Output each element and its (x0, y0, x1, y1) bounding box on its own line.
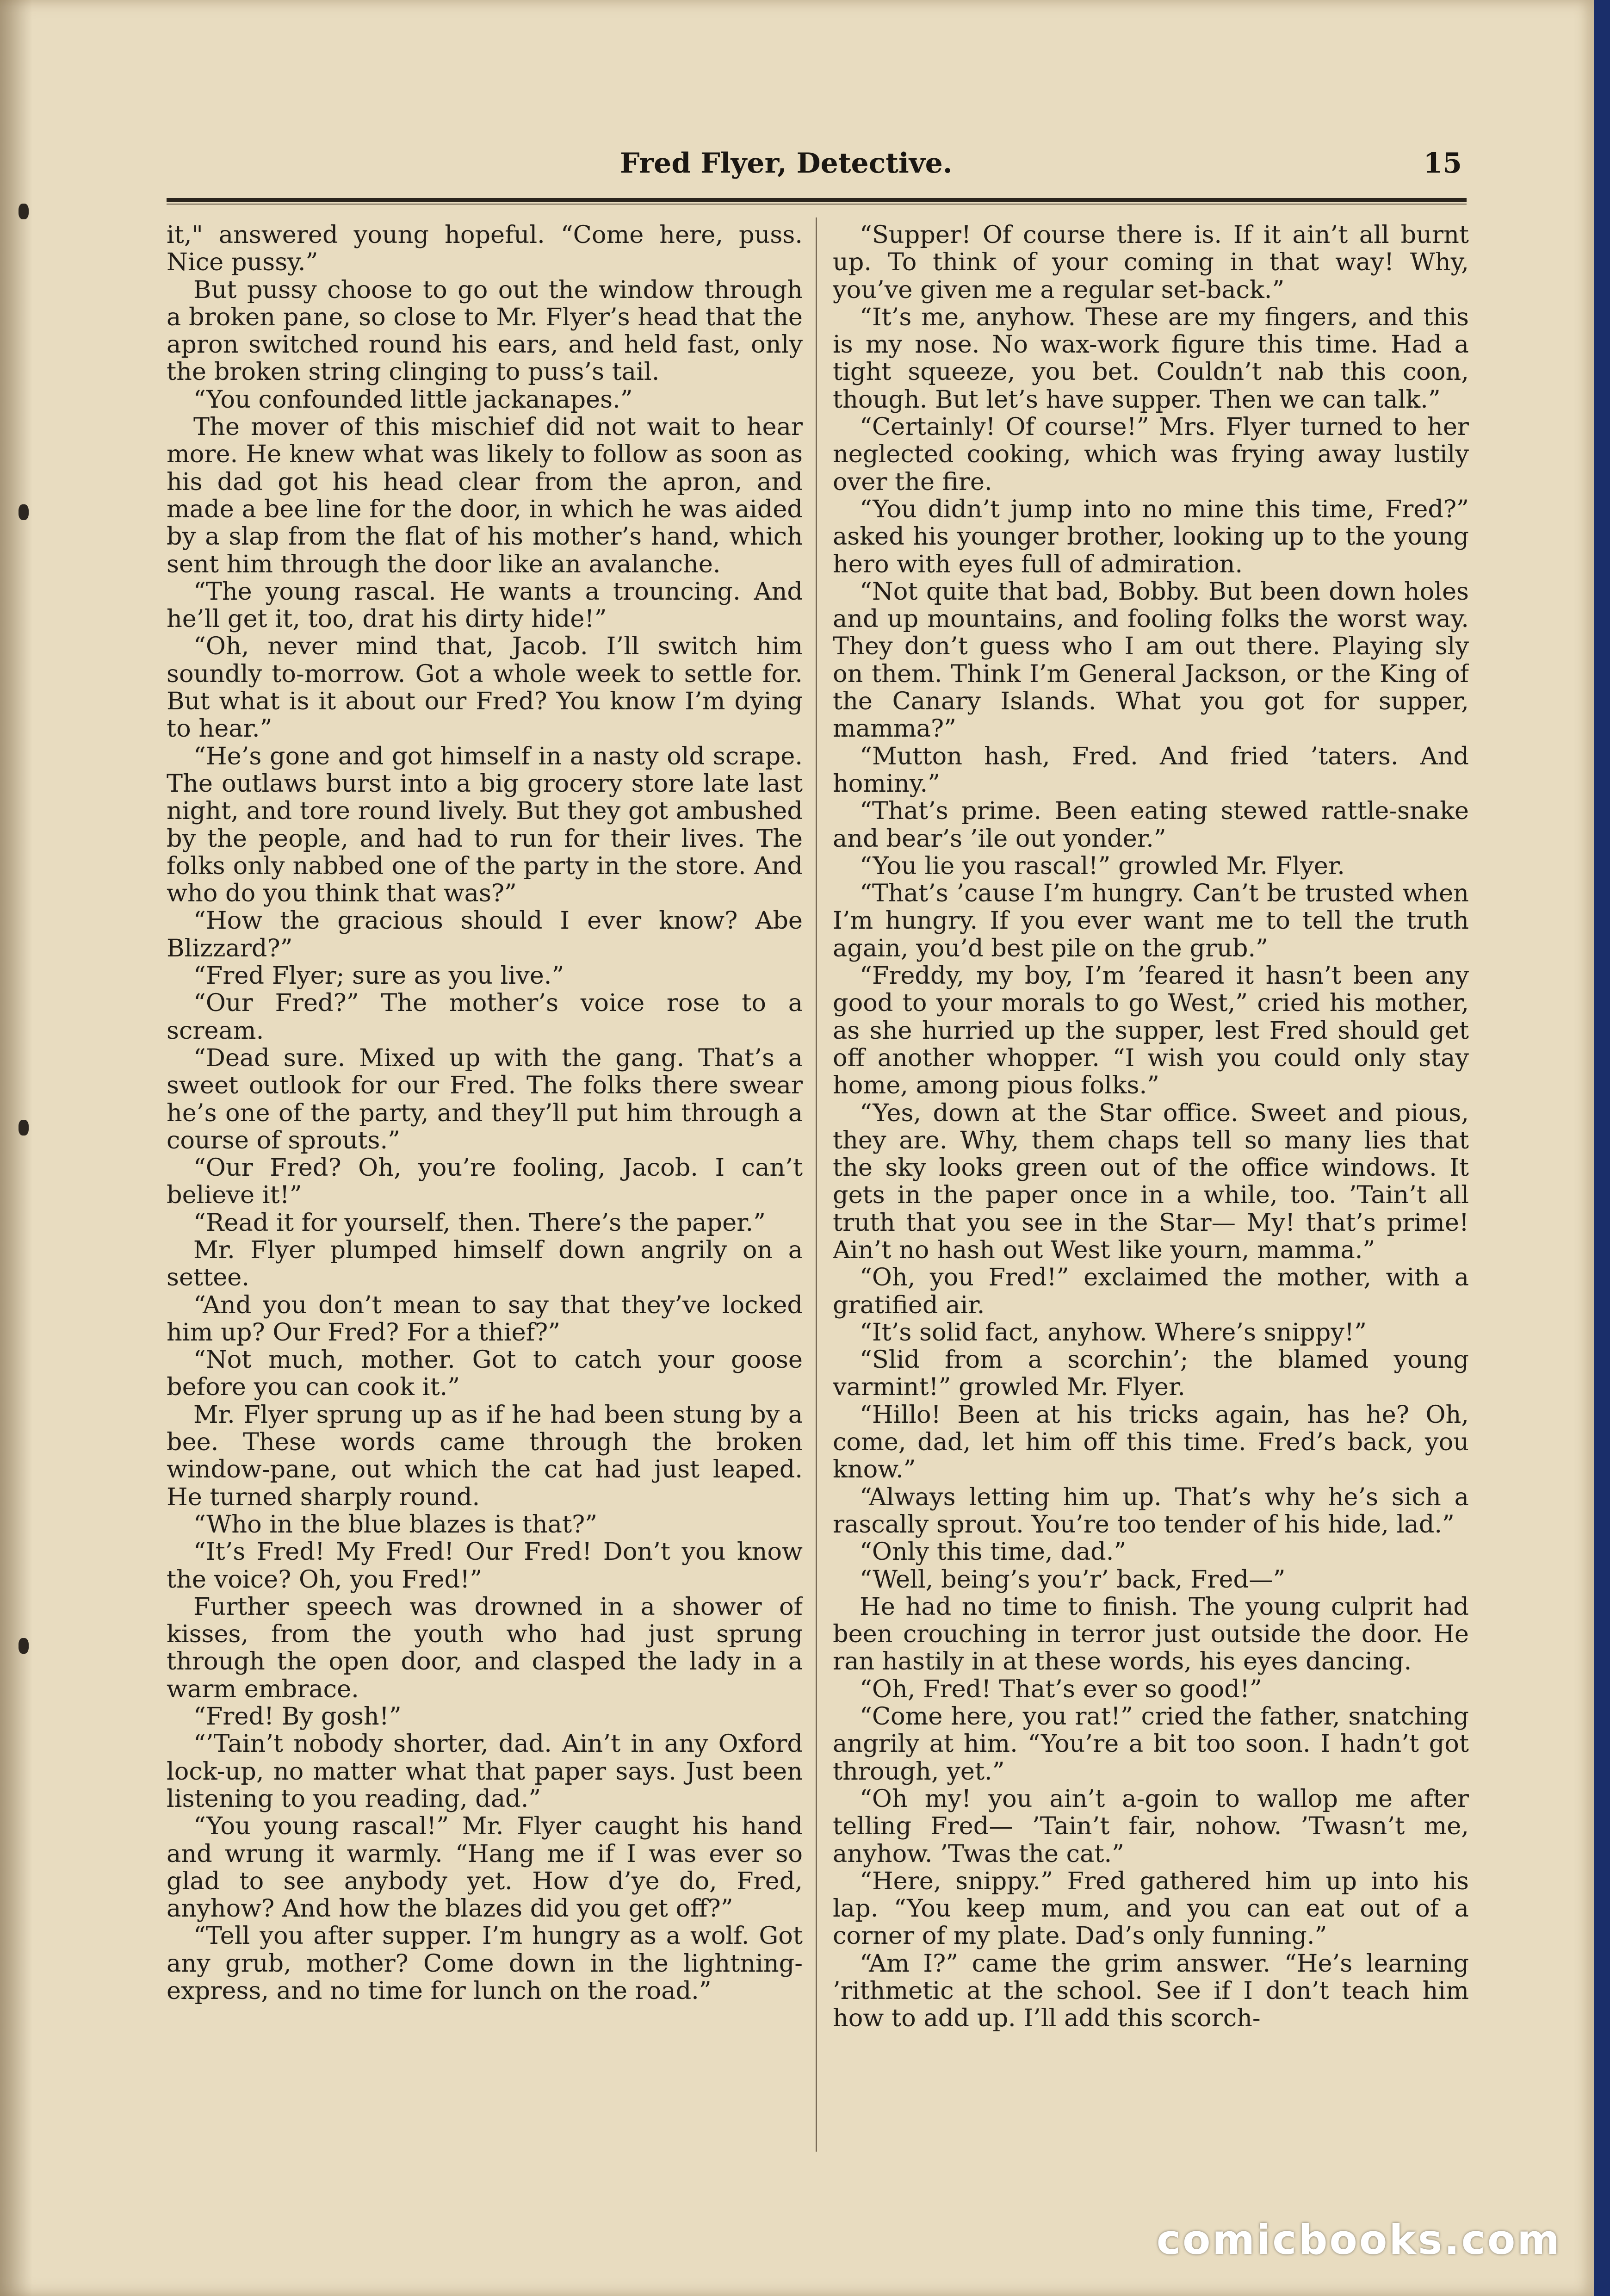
paragraph: “It’s Fred! My Fred! Our Fred! Don’t you know the voice? Oh, you Fred!” (167, 1538, 803, 1594)
paragraph: But pussy choose to go out the window through a broken pane, so close to Mr. Flyer’s head that the apron switched round his ears, and held fast, only the broken string clinging to puss’s tail. (167, 275, 803, 386)
paragraph: “Am I?” came the grim answer. “He’s learning ’rithmetic at the school. See if I don’t teach him how to add up. I’ll add this scorch- (833, 1949, 1469, 2033)
text-column-right (833, 221, 1469, 2165)
paragraph: Further speech was drowned in a shower of kisses, from the youth who had just sprung through the open door, and clasped the lady in a warm embrace. (167, 1592, 803, 1703)
paragraph: “Slid from a scorchin’; the blamed young varmint!” growled Mr. Flyer. (833, 1346, 1469, 1402)
watermark-logo: comicbooks.com (1156, 2216, 1561, 2264)
paragraph: “Supper! Of course there is. If it ain’t all burnt up. To think of your coming in that way! Why, you’ve given me a regular set-back.” (833, 221, 1469, 304)
page-number: 15 (1423, 147, 1462, 180)
header-rule-thin (167, 204, 1467, 205)
paragraph: “Oh, you Fred!” exclaimed the mother, with a gratified air. (833, 1263, 1469, 1319)
paragraph: “It’s solid fact, anyhow. Where’s snippy!” (860, 1318, 1367, 1347)
paragraph: it," answered young hopeful. “Come here, puss. Nice pussy.” (167, 221, 803, 277)
paragraph: “Our Fred?” The mother’s voice rose to a scream. (167, 989, 803, 1045)
paragraph: The mover of this mischief did not wait to hear more. He knew what was likely to follow as soon as his dad got his head clear from the apron, and made a bee line for the door, in which he was aided by a slap from the flat of his mother’s hand, which sent him through the door like an avalanche. (167, 413, 803, 578)
binding-hole (19, 504, 29, 520)
paragraph: “Fred Flyer; sure as you live.” (193, 962, 564, 990)
paragraph: “You young rascal!” Mr. Flyer caught his hand and wrung it warmly. “Hang me if I was ever so glad to see anybody yet. How d’ye do, Fred, anyhow? And how the blazes did you get off?” (167, 1812, 803, 1923)
paragraph: Mr. Flyer plumped himself down angrily on a settee. (167, 1235, 803, 1292)
paragraph: “Who in the blue blazes is that?” (193, 1510, 598, 1539)
header-rule (167, 198, 1467, 202)
binding-hole (19, 204, 29, 219)
paragraph: “Freddy, my boy, I’m ’feared it hasn’t been any good to your morals to go West,” cried his mother, as she hurried up the supper, lest Fred should get off another whopper. “I wish you could only stay home, among pious folks.” (833, 962, 1469, 1100)
paragraph: “Not quite that bad, Bobby. But been down holes and up mountains, and fooling folks the worst way. They don’t guess who I am out there. Playing sly on them. Think I’m General Jackson, or the King of the Canary Islands. What you got for supper, mamma?” (833, 577, 1469, 743)
column-divider (816, 217, 817, 2152)
page-header (167, 147, 1462, 193)
paragraph: “Read it for yourself, then. There’s the paper.” (193, 1208, 766, 1237)
paragraph: “You lie you rascal!” growled Mr. Flyer. (860, 851, 1345, 880)
paragraph: “You confounded little jackanapes.” (193, 385, 633, 414)
binding-hole (19, 1120, 29, 1136)
paragraph: “And you don’t mean to say that they’ve locked him up? Our Fred? For a thief?” (167, 1291, 803, 1347)
paragraph: “Well, being’s you’r’ back, Fred—” (860, 1565, 1286, 1594)
paragraph: “Dead sure. Mixed up with the gang. That’s a sweet outlook for our Fred. The folks there swear he’s one of the party, and they’ll put him through a course of sprouts.” (167, 1043, 803, 1154)
paragraph: “The young rascal. He wants a trouncing. And he’ll get it, too, drat his dirty hide!” (167, 577, 803, 633)
paragraph: “Come here, you rat!” cried the father, snatching angrily at him. “You’re a bit too soon. I hadn’t got through, yet.” (833, 1702, 1469, 1786)
paragraph: “Not much, mother. Got to catch your goose before you can cook it.” (167, 1346, 803, 1402)
text-column-left (167, 221, 803, 2165)
paragraph: He had no time to finish. The young culprit had been crouching in terror just outside the door. He ran hastily in at these words, his eyes dancing. (833, 1592, 1469, 1676)
paragraph: “Our Fred? Oh, you’re fooling, Jacob. I can’t believe it!” (167, 1154, 803, 1210)
paragraph: “He’s gone and got himself in a nasty old scrape. The outlaws burst into a big grocery store late last night, and tore round lively. But they got ambushed by the people, and had to run for their lives. The folks only nabbed one of the party in the store. And who do you think that was?” (167, 742, 803, 908)
paragraph: “Yes, down at the Star office. Sweet and pious, they are. Why, them chaps tell so many lies that the sky looks green out of the office windows. It gets in the paper once in a while, too. ’Tain’t all truth that you see in the Star— My! that’s prime! Ain’t no hash out West like yourn, mamma.” (833, 1098, 1469, 1264)
paragraph: “Oh my! you ain’t a-goin to wallop me after telling Fred— ’Tain’t fair, nohow. ’Twasn’t me, anyhow. ’Twas the cat.” (833, 1784, 1469, 1868)
paragraph: “Oh, Fred! That’s ever so good!” (860, 1675, 1262, 1703)
paragraph: “Certainly! Of course!” Mrs. Flyer turned to her neglected cooking, which was frying away lustily over the fire. (833, 413, 1469, 496)
binding-shadow (0, 0, 32, 2296)
paragraph: “Fred! By gosh!” (193, 1702, 402, 1731)
binding-hole (19, 1638, 29, 1654)
paragraph: “Here, snippy.” Fred gathered him up into his lap. “You keep mum, and you can eat out of a corner of my plate. Dad’s only funning.” (833, 1867, 1469, 1950)
paragraph: “’Tain’t nobody shorter, dad. Ain’t in any Oxford lock-up, no matter what that paper says. Just been listening to you reading, dad.” (167, 1730, 803, 1813)
paragraph: “Tell you after supper. I’m hungry as a wolf. Got any grub, mother? Come down in the lightning-express, and no time for lunch on the road.” (167, 1922, 803, 2005)
paragraph: “Always letting him up. That’s why he’s sich a rascally sprout. You’re too tender of his hide, lad.” (833, 1483, 1469, 1539)
running-title: Fred Flyer, Detective. (620, 147, 953, 180)
paragraph: “You didn’t jump into no mine this time, Fred?” asked his younger brother, looking up to the young hero with eyes full of admiration. (833, 495, 1469, 578)
paragraph: “That’s ’cause I’m hungry. Can’t be trusted when I’m hungry. If you ever want me to tell the truth again, you’d best pile on the grub.” (833, 879, 1469, 962)
paragraph: “Only this time, dad.” (860, 1538, 1127, 1566)
paragraph: “Mutton hash, Fred. And fried ’taters. And hominy.” (833, 742, 1469, 798)
paragraph: “How the gracious should I ever know? Abe Blizzard?” (167, 906, 803, 962)
paragraph: “Oh, never mind that, Jacob. I’ll switch him soundly to-morrow. Got a whole week to settle for. But what is it about our Fred? You know I’m dying to hear.” (167, 632, 803, 743)
paragraph: “That’s prime. Been eating stewed rattle-snake and bear’s ’ile out yonder.” (833, 797, 1469, 853)
paragraph: Mr. Flyer sprung up as if he had been stung by a bee. These words came through the broken window-pane, out which the cat had just leaped. He turned sharply round. (167, 1400, 803, 1511)
paragraph: “Hillo! Been at his tricks again, has he? Oh, come, dad, let him off this time. Fred’s back, you know.” (833, 1400, 1469, 1484)
paragraph: “It’s me, anyhow. These are my fingers, and this is my nose. No wax-work figure this time. Had a tight squeeze, you bet. Couldn’t nab this coon, though. But let’s have supper. Then we can talk.” (833, 303, 1469, 414)
